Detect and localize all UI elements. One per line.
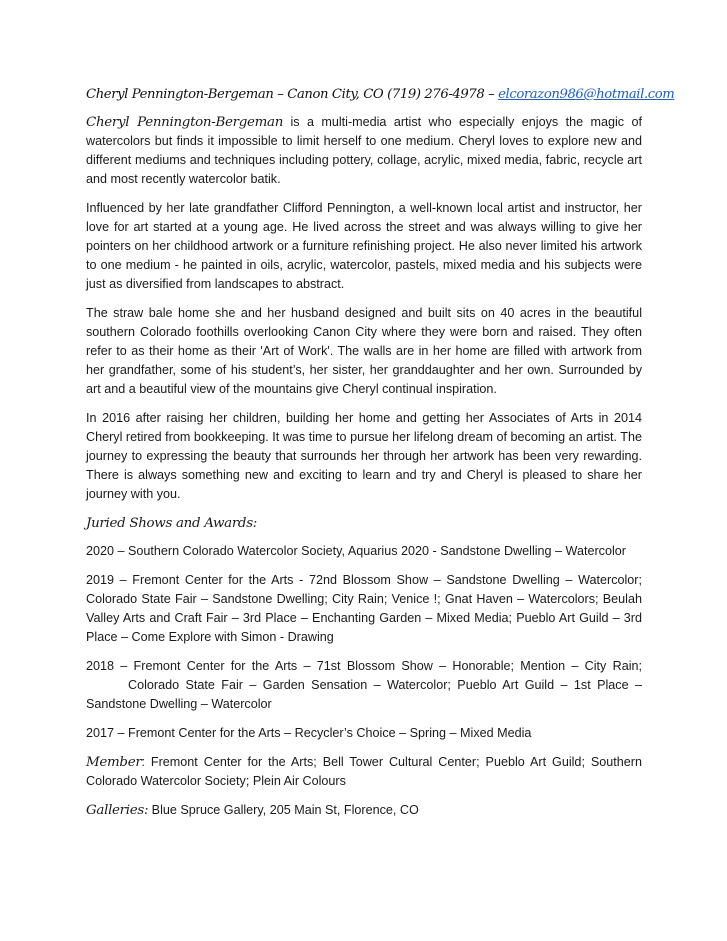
bio-paragraph-3: The straw bale home she and her husband designed and built sits on 40 acres in the beautiful southern Colorado foothills overlooking Canon City where they were born and raised. They often refer to as their home as their 'Art of Work'. The walls are in her home are filled with artwork from her grandfather, some of his student’s, her sister, her granddaughter and her own. Surrounded by art and a beautiful view of the mountains give Cheryl continual inspiration. [86, 306, 642, 396]
member-section [86, 753, 642, 791]
member-colon: : [141, 755, 151, 769]
bio-paragraph-4: In 2016 after raising her children, building her home and getting her Associates of Arts in 2014 Cheryl retired from bookkeeping. It was time to pursue her lifelong dream of becoming an artist. The journey to expressing the beauty that surrounds her through her artwork has been very rewarding. There is always something new and exciting to learn and try and Cheryl is pleased to share her journey with you. [86, 411, 642, 501]
artist-name: Cheryl Pennington-Bergeman [86, 87, 274, 102]
award-entry-2020: 2020 – Southern Colorado Watercolor Society, Aquarius 2020 - Sandstone Dwelling – Watercolor [86, 544, 626, 558]
awards-heading: Juried Shows and Awards: [86, 516, 257, 531]
award-2018-line-3: Sandstone Dwelling – Watercolor [86, 697, 272, 711]
bio-paragraph-1-text: is a multi-media artist who especially enjoys the magic of watercolors but finds it impossible to limit herself to one medium. Cheryl loves to explore new and different mediums and techniques including pottery, collage, acrylic, mixed media, fabric, recycle art and most recently watercolor batik. [86, 115, 642, 186]
member-label: Member [86, 755, 142, 770]
award-entry-2017: 2017 – Fremont Center for the Arts – Recycler’s Choice – Spring – Mixed Media [86, 726, 532, 740]
location: Canon City, CO [287, 87, 384, 102]
galleries-section [86, 801, 642, 820]
phone-number: (719) 276-4978 [387, 87, 485, 102]
email-link[interactable]: elcorazon986@hotmail.com [498, 87, 675, 102]
award-2018-line-1: 2018 – Fremont Center for the Arts – 71st Blossom Show – Honorable; Mention – City Rain; [86, 659, 642, 673]
award-2018-line-2: Colorado State Fair – Garden Sensation – Watercolor; Pueblo Art Guild – 1st Place – [128, 678, 642, 692]
member-text: Fremont Center for the Arts; Bell Tower Cultural Center; Pueblo Art Guild; Southern Colorado Watercolor Society; Plein Air Colours [86, 755, 642, 788]
separator: – [484, 87, 499, 102]
galleries-label: Galleries: [86, 803, 149, 818]
separator: – [273, 87, 288, 102]
award-entry-2019: 2019 – Fremont Center for the Arts - 72nd Blossom Show – Sandstone Dwelling – Watercolor; Colorado State Fair – Sandstone Dwelling; City Rain; Venice !; Gnat Haven – Watercolors; Beulah Valley Arts and Craft Fair – 3rd Place – Enchanting Garden – Mixed Media; Pueblo Art Guild – 3rd Place – Come Explore with Simon - Drawing [86, 573, 642, 644]
contact-header [86, 84, 675, 106]
bio-artist-name: Cheryl Pennington-Bergeman [86, 115, 284, 130]
bio-paragraph-2: Influenced by her late grandfather Clifford Pennington, a well-known local artist and instructor, her love for art started at a young age. He lived across the street and was always willing to give her pointers on her childhood artwork or a furniture refinishing project. He also never limited his artwork to one medium - he painted in oils, acrylic, watercolor, pastels, mixed media and his subjects were just as diversified from landscapes to abstract. [86, 201, 642, 291]
galleries-text: Blue Spruce Gallery, 205 Main St, Florence, CO [148, 803, 419, 817]
award-entry-2018 [86, 657, 642, 714]
bio-paragraph-1 [86, 113, 642, 189]
document-page [86, 84, 675, 830]
